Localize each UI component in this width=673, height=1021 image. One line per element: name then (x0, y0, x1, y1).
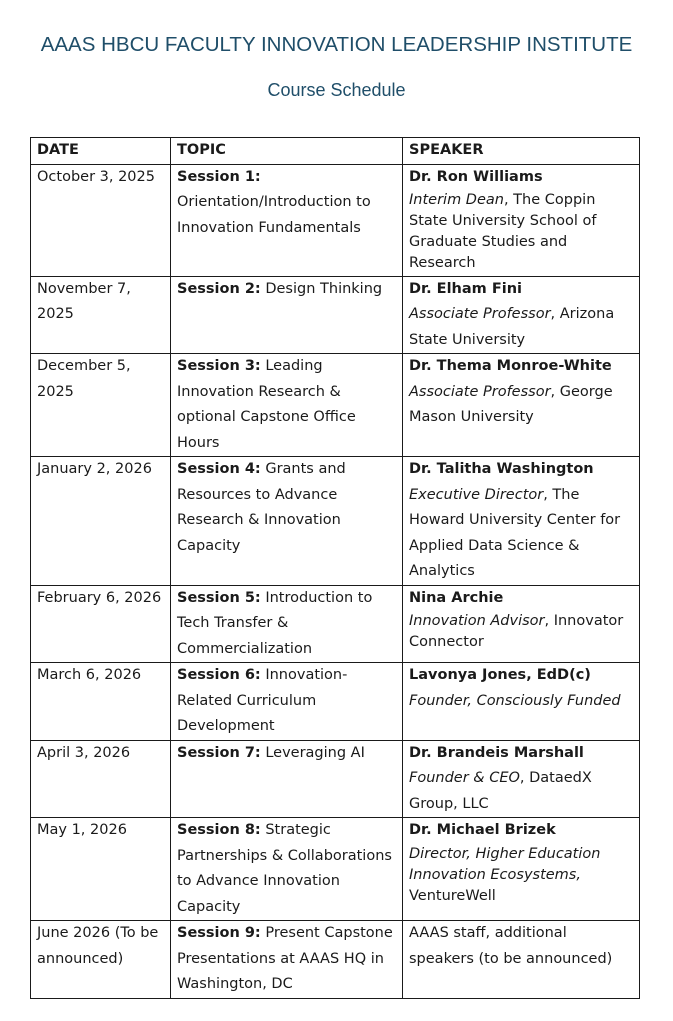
speaker-name: Dr. Brandeis Marshall (409, 744, 584, 761)
table-row (31, 663, 640, 741)
column-header-date: DATE (31, 138, 171, 165)
course-schedule-table (30, 137, 640, 999)
document-subtitle: Course Schedule (267, 80, 406, 100)
speaker-name: Nina Archie (409, 589, 504, 606)
speaker-cell (403, 740, 640, 818)
session-label: Session 1: (177, 168, 261, 185)
session-label: Session 6: (177, 667, 261, 683)
date-cell: June 2026 (To be announced) (31, 921, 171, 999)
speaker-role: Founder, Consciously Funded (409, 692, 621, 709)
speaker-cell (403, 457, 640, 586)
date-cell: May 1, 2026 (31, 818, 171, 921)
date-cell: April 3, 2026 (31, 740, 171, 818)
topic-cell (171, 457, 403, 586)
topic-text: Innovation-Related Curriculum Development (177, 667, 348, 734)
topic-cell (171, 354, 403, 457)
date-cell: December 5, 2025 (31, 354, 171, 457)
date-cell: February 6, 2026 (31, 585, 171, 663)
speaker-role: Innovation Advisor (409, 613, 545, 629)
topic-cell (171, 164, 403, 276)
session-label: Session 5: (177, 589, 261, 606)
document-title: AAAS HBCU FACULTY INNOVATION LEADERSHIP INSTITUTE (40, 33, 633, 56)
speaker-cell (403, 164, 640, 276)
topic-text: Present Capstone Presentations at AAAS HQ in Washington, DC (177, 925, 393, 992)
session-label: Session 8: (177, 822, 261, 838)
date-cell: March 6, 2026 (31, 663, 171, 741)
speaker-name: Dr. Ron Williams (409, 168, 543, 185)
speaker-org: AAAS staff, additional speakers (to be announced) (409, 925, 613, 967)
speaker-role: Associate Professor (409, 383, 551, 400)
speaker-affiliation (409, 190, 634, 274)
speaker-role: Associate Professor (409, 306, 551, 322)
speaker-role: Executive Director (409, 486, 544, 503)
topic-cell (171, 818, 403, 921)
speaker-org: , The Howard University Center for Applied Data Science & Analytics (409, 486, 621, 579)
speaker-cell (403, 663, 640, 741)
speaker-org: , Innovator Connector (409, 613, 624, 650)
date-cell: January 2, 2026 (31, 457, 171, 586)
speaker-affiliation (409, 611, 634, 653)
speaker-org: VentureWell (409, 887, 496, 904)
column-header-topic: TOPIC (171, 138, 403, 165)
session-label: Session 7: (177, 744, 261, 761)
date-cell: October 3, 2025 (31, 164, 171, 276)
session-label: Session 4: (177, 461, 261, 477)
topic-cell (171, 740, 403, 818)
speaker-cell (403, 354, 640, 457)
topic-cell (171, 276, 403, 354)
column-header-speaker: SPEAKER (403, 138, 640, 165)
speaker-role: Director, Higher Education Innovation Ecosystems, (409, 845, 601, 883)
table-row (31, 457, 640, 586)
table-row (31, 921, 640, 999)
table-row (31, 585, 640, 663)
speaker-role: Interim Dean (409, 192, 504, 208)
topic-cell (171, 663, 403, 741)
topic-text: Grants and Resources to Advance Research & Innovation Capacity (177, 461, 346, 554)
speaker-name: Dr. Talitha Washington (409, 461, 594, 477)
session-label: Session 3: (177, 358, 261, 374)
speaker-org: , The Coppin State University School of Graduate Studies and Research (409, 192, 597, 271)
speaker-org: , DataedX Group, LLC (409, 770, 592, 812)
table-row (31, 276, 640, 354)
speaker-name: Dr. Michael Brizek (409, 822, 556, 838)
speaker-name: Dr. Thema Monroe-White (409, 358, 612, 374)
speaker-name: Lavonya Jones, EdD(c) (409, 667, 591, 683)
topic-text: Orientation/Introduction to Innovation Fundamentals (177, 194, 371, 236)
table-header-row (31, 138, 640, 165)
speaker-org: , George Mason University (409, 383, 613, 425)
topic-text: Leading Innovation Research & optional Capstone Office Hours (177, 358, 356, 451)
topic-text: Introduction to Tech Transfer & Commercialization (177, 589, 373, 657)
table-row (31, 164, 640, 276)
speaker-role: Founder & CEO (409, 770, 520, 786)
speaker-org: , Arizona State University (409, 306, 615, 348)
session-label: Session 2: (177, 280, 261, 297)
topic-text: Strategic Partnerships & Collaborations to Advance Innovation Capacity (177, 822, 392, 915)
table-row (31, 818, 640, 921)
session-label: Session 9: (177, 925, 261, 941)
speaker-cell (403, 921, 640, 999)
table-row (31, 740, 640, 818)
speaker-affiliation (409, 844, 634, 907)
speaker-cell (403, 276, 640, 354)
speaker-name: Dr. Elham Fini (409, 280, 522, 297)
topic-cell (171, 585, 403, 663)
speaker-cell (403, 818, 640, 921)
speaker-cell (403, 585, 640, 663)
table-row (31, 354, 640, 457)
topic-cell (171, 921, 403, 999)
topic-text: Leveraging AI (260, 744, 365, 761)
date-cell: November 7, 2025 (31, 276, 171, 354)
topic-text: Design Thinking (260, 280, 383, 297)
